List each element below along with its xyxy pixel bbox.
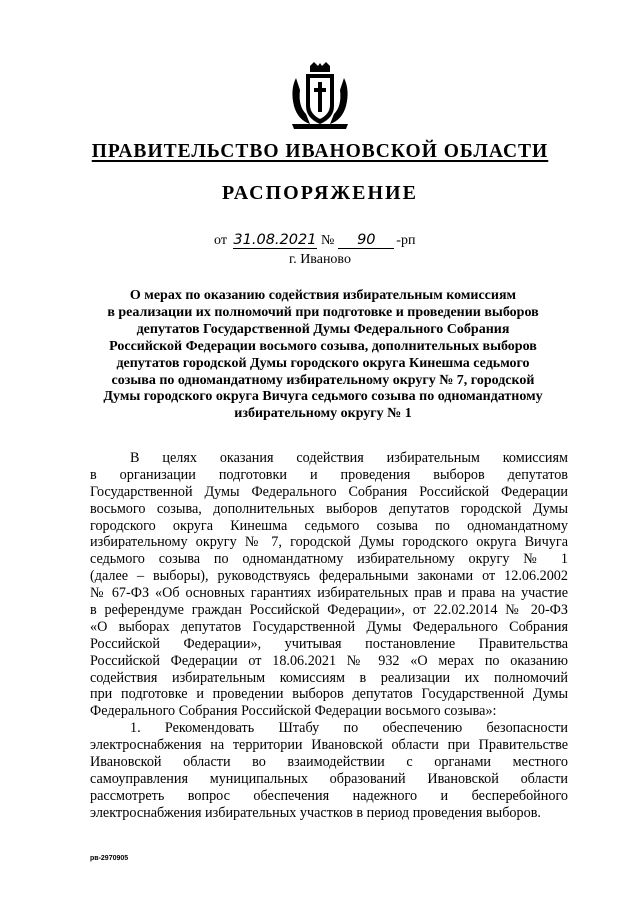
document-body (90, 450, 568, 822)
body-line: Ивановской области во взаимодействии с органами местного (90, 754, 568, 771)
title-line: Российской Федерации восьмого созыва, дополнительных выборов (109, 338, 537, 354)
body-line: № 67-ФЗ «Об основных гарантиях избирательных прав и права на участие (90, 585, 568, 602)
body-line: «О выборах депутатов Государственной Думы Федерального Собрания (90, 618, 568, 635)
body-line: (далее – выборы), руководствуясь федеральными законами от 12.06.2002 (90, 568, 568, 585)
document-number: 90 (338, 233, 394, 249)
body-line: содействия избирательным комиссиям в реализации их полномочий (90, 669, 568, 686)
body-line: электроснабжения на территории Ивановской области при Правительстве (90, 737, 568, 754)
body-line: Российской Федерации от 18.06.2021 № 932 «О мерах по оказанию (90, 652, 568, 669)
title-line: О мерах по оказанию содействия избирательным комиссиям (129, 288, 517, 303)
body-line: рассмотреть вопрос обеспечения надежного и бесперебойного (90, 787, 568, 804)
city-line: г. Иваново (289, 252, 351, 267)
body-line: в референдуме граждан Российской Федерации», от 22.02.2014 № 20-ФЗ (90, 602, 568, 619)
body-line: В целях оказания содействия избирательным комиссиям (130, 450, 568, 466)
body-line: Федерального Собрания Российской Федерации восьмого созыва»: (90, 703, 497, 720)
body-line: 1. Рекомендовать Штабу по обеспечению безопасности (130, 720, 568, 737)
footer-code: рв-2970905 (90, 855, 129, 862)
document-date: 31.08.2021 (233, 232, 317, 248)
date-prefix: от (214, 233, 227, 248)
number-sign: № (320, 233, 335, 248)
body-line: городского округа Кинешма седьмого созыва по одномандатному (90, 517, 568, 534)
body-line: Государственной Думы Федерального Собрания Российской Федерации (90, 483, 568, 500)
number-suffix: -рп (396, 233, 416, 248)
document-title (84, 288, 562, 423)
document-type-heading: РАСПОРЯЖЕНИЕ (222, 182, 418, 204)
body-line: седьмого созыва по одномандатному избирательному округу № 1 (90, 551, 568, 568)
body-line: электроснабжения избирательных участков в период проведения выборов. (90, 804, 541, 821)
title-line: в реализации их полномочий при подготовке и проведении выборов (107, 304, 539, 320)
body-line: самоуправления муниципальных образований Ивановской области (90, 770, 568, 787)
date-number-line (214, 233, 474, 249)
body-line: при подготовке и проведении выборов депутатов Государственной Думы (90, 686, 568, 703)
title-line: созыва по одномандатному избирательному округу № 7, городской (111, 372, 535, 388)
title-line: Думы городского округа Вичуга седьмого созыва по одномандатному (103, 389, 543, 405)
coat-of-arms-icon (288, 62, 352, 130)
body-line: в организации подготовки и проведения выборов депутатов (90, 466, 568, 483)
title-line: депутатов городской Думы городского округа Кинешма седьмого (116, 355, 530, 371)
title-line: избирательному округу № 1 (234, 406, 412, 422)
body-line: Российской Федерации», учитывая постановление Правительства (90, 635, 568, 652)
body-line: восьмого созыва, дополнительных выборов депутатов городской Думы (90, 500, 568, 517)
title-line: депутатов Государственной Думы Федерального Собрания (136, 321, 510, 337)
organization-heading: ПРАВИТЕЛЬСТВО ИВАНОВСКОЙ ОБЛАСТИ (91, 141, 549, 162)
body-line: избирательному округу № 7, городской Думы городского округа Вичуга (90, 534, 568, 551)
